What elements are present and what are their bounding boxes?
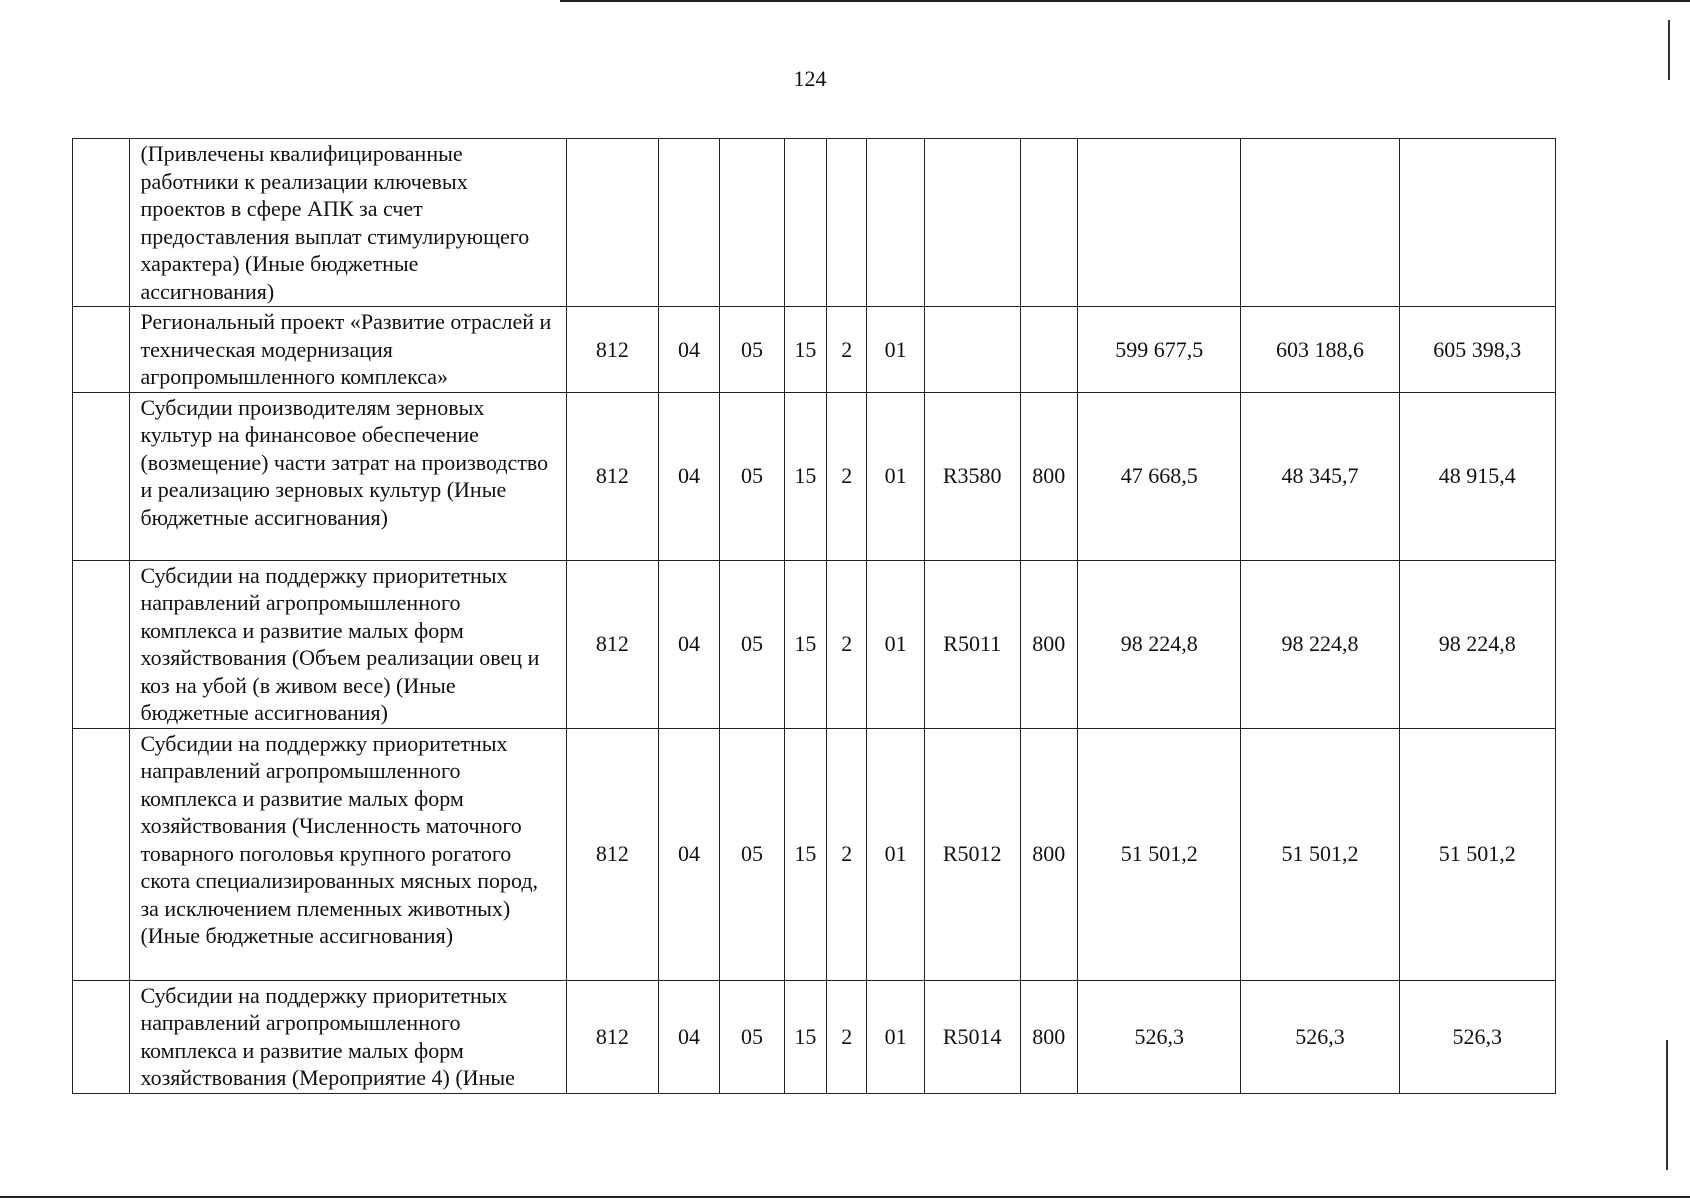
type-code: 2 — [827, 392, 867, 560]
program-code: 15 — [784, 560, 826, 728]
row-name: (Привлечены квалифицированные работники к реализации ключевых проектов в сфере АПК за счет предоставления выплат стимулирующего характера) (Иные бюджетные ассигнования) — [130, 139, 567, 307]
table-row — [73, 139, 1556, 307]
row-number-cell — [73, 980, 130, 1093]
amount-year-1: 51 501,2 — [1078, 728, 1241, 980]
row-name: Региональный проект «Развитие отраслей и техническая модернизация агропромышленного комплекса» — [130, 307, 567, 393]
ministry-code: 812 — [566, 980, 658, 1093]
type-code — [827, 139, 867, 307]
direction-code — [924, 307, 1020, 393]
subsection-code: 05 — [720, 980, 785, 1093]
amount-year-3: 98 224,8 — [1399, 560, 1555, 728]
direction-code: R5011 — [924, 560, 1020, 728]
table-row — [73, 980, 1556, 1093]
event-code: 01 — [867, 307, 924, 393]
page-number: 124 — [793, 66, 827, 91]
scan-bottom-border — [0, 1196, 1690, 1198]
direction-code: R3580 — [924, 392, 1020, 560]
section-code: 04 — [658, 392, 719, 560]
row-name: Субсидии на поддержку приоритетных направлений агропромышленного комплекса и развитие малых форм хозяйствования (Объем реализации овец и коз на убой (в живом весе) (Иные бюджетные ассигнования) — [130, 560, 567, 728]
ministry-code: 812 — [566, 307, 658, 393]
section-code — [658, 139, 719, 307]
event-code: 01 — [867, 560, 924, 728]
expense-type-code: 800 — [1020, 980, 1077, 1093]
budget-table — [72, 138, 1556, 1094]
ministry-code — [566, 139, 658, 307]
amount-year-2 — [1241, 139, 1399, 307]
amount-year-1: 599 677,5 — [1078, 307, 1241, 393]
type-code: 2 — [827, 728, 867, 980]
section-code: 04 — [658, 728, 719, 980]
direction-code: R5012 — [924, 728, 1020, 980]
section-code: 04 — [658, 980, 719, 1093]
expense-type-code: 800 — [1020, 392, 1077, 560]
section-code: 04 — [658, 560, 719, 728]
subsection-code: 05 — [720, 392, 785, 560]
expense-type-code: 800 — [1020, 728, 1077, 980]
amount-year-2: 48 345,7 — [1241, 392, 1399, 560]
type-code: 2 — [827, 307, 867, 393]
row-name: Субсидии производителям зерновых культур на финансовое обеспечение (возмещение) части затрат на производство и реализацию зерновых культур (Иные бюджетные ассигнования) — [130, 392, 567, 560]
expense-type-code — [1020, 307, 1077, 393]
amount-year-2: 51 501,2 — [1241, 728, 1399, 980]
row-number-cell — [73, 139, 130, 307]
program-code: 15 — [784, 728, 826, 980]
row-number-cell — [73, 392, 130, 560]
table-row — [73, 560, 1556, 728]
program-code: 15 — [784, 980, 826, 1093]
program-code: 15 — [784, 307, 826, 393]
amount-year-2: 603 188,6 — [1241, 307, 1399, 393]
amount-year-3: 605 398,3 — [1399, 307, 1555, 393]
subsection-code — [720, 139, 785, 307]
program-code: 15 — [784, 392, 826, 560]
amount-year-1: 98 224,8 — [1078, 560, 1241, 728]
row-number-cell — [73, 307, 130, 393]
expense-type-code: 800 — [1020, 560, 1077, 728]
amount-year-1: 47 668,5 — [1078, 392, 1241, 560]
table-row — [73, 392, 1556, 560]
ministry-code: 812 — [566, 392, 658, 560]
direction-code: R5014 — [924, 980, 1020, 1093]
event-code: 01 — [867, 728, 924, 980]
subsection-code: 05 — [720, 560, 785, 728]
amount-year-1: 526,3 — [1078, 980, 1241, 1093]
amount-year-3: 51 501,2 — [1399, 728, 1555, 980]
table-row — [73, 307, 1556, 393]
scan-edge-mark — [1666, 1040, 1668, 1170]
ministry-code: 812 — [566, 728, 658, 980]
amount-year-3 — [1399, 139, 1555, 307]
amount-year-2: 526,3 — [1241, 980, 1399, 1093]
row-name: Субсидии на поддержку приоритетных направлений агропромышленного комплекса и развитие малых форм хозяйствования (Мероприятие 4) (Иные — [130, 980, 567, 1093]
subsection-code: 05 — [720, 728, 785, 980]
type-code: 2 — [827, 980, 867, 1093]
amount-year-2: 98 224,8 — [1241, 560, 1399, 728]
amount-year-3: 48 915,4 — [1399, 392, 1555, 560]
row-number-cell — [73, 560, 130, 728]
amount-year-3: 526,3 — [1399, 980, 1555, 1093]
scan-top-border — [560, 0, 1690, 2]
amount-year-1 — [1078, 139, 1241, 307]
event-code: 01 — [867, 980, 924, 1093]
subsection-code: 05 — [720, 307, 785, 393]
type-code: 2 — [827, 560, 867, 728]
ministry-code: 812 — [566, 560, 658, 728]
scan-edge-mark — [1668, 20, 1670, 80]
expense-type-code — [1020, 139, 1077, 307]
event-code: 01 — [867, 392, 924, 560]
row-number-cell — [73, 728, 130, 980]
direction-code — [924, 139, 1020, 307]
section-code: 04 — [658, 307, 719, 393]
row-name: Субсидии на поддержку приоритетных направлений агропромышленного комплекса и развитие малых форм хозяйствования (Численность маточного товарного поголовья крупного рогатого скота специализированных мясных пород, за исключением племенных животных) (Иные бюджетные ассигнования) — [130, 728, 567, 980]
program-code — [784, 139, 826, 307]
table-row — [73, 728, 1556, 980]
event-code — [867, 139, 924, 307]
